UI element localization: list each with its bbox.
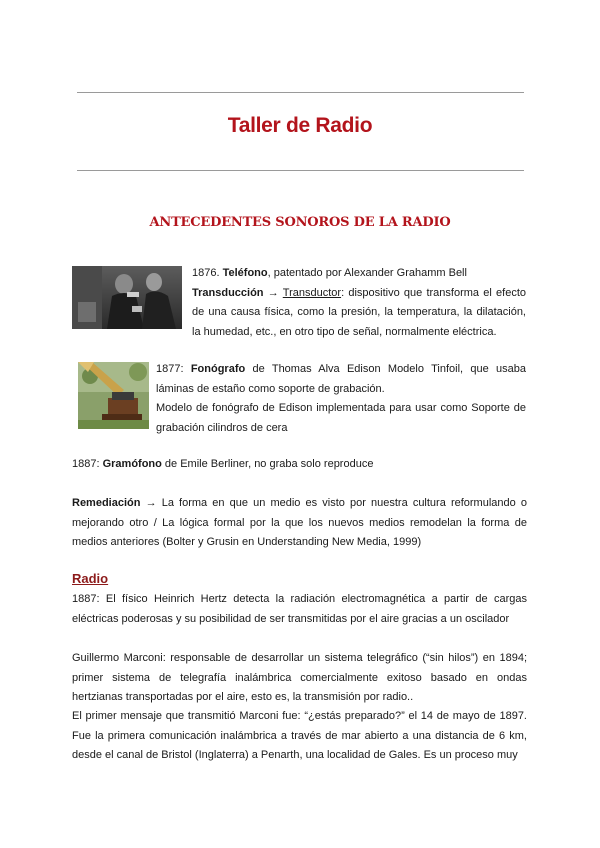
telefono-year: 1876. [192, 267, 223, 279]
fonografo-photo [78, 362, 149, 429]
gramofono-year: 1887: [72, 458, 103, 470]
arrow-icon: → [263, 286, 283, 299]
section-title: ANTECEDENTES SONOROS DE LA RADIO [149, 215, 451, 230]
telefono-photo [72, 266, 182, 329]
fonografo-line2: Modelo de fonógrafo de Edison implementada para usar como Soporte de grabación cilindros de cera [156, 402, 526, 434]
hertz-paragraph: 1887: El físico Heinrich Hertz detecta la radiación electromagnética a partir de cargas eléctricas poderosas y su posibilidad de ser transmitidas por el aire gracias a un oscilador [72, 593, 527, 625]
page-title: Taller de Radio [227, 114, 373, 137]
remediacion-paragraph [72, 494, 527, 553]
fonografo-rest: de Thomas Alva Edison Modelo Tinfoil, que usaba láminas de estaño como soporte de grabación. [156, 363, 526, 395]
transductor-definition: : dispositivo que transforma el efecto de una causa física, como la presión, la temperatura, la dilatación, la humedad, etc., en otro tipo de señal, normalmente eléctrica. [192, 286, 526, 338]
fonografo-year: 1877: [156, 363, 191, 375]
radio-heading: Radio [72, 571, 109, 586]
transduccion-term: Transducción [192, 286, 264, 299]
gramofono-paragraph [72, 455, 527, 475]
mensaje-paragraph: El primer mensaje que transmitió Marconi fue: “¿estás preparado?” el 14 de mayo de 1897. Fue la primera comunicación inalámbrica a través de mar abierto a una distancia de 6 km, desde el canal de Bristol (Inglaterra) a Penarth, una localidad de Gales. Es un proceso muy [72, 710, 527, 761]
top-rule [77, 92, 524, 93]
remediacion-term: Remediación [72, 497, 141, 509]
telefono-paragraph [192, 264, 526, 342]
gramofono-rest: de Emile Berliner, no graba solo reproduce [161, 458, 374, 470]
telefono-rest: , patentado por Alexander Grahamm Bell [267, 267, 467, 279]
fonografo-paragraph [156, 360, 526, 438]
telefono-name: Teléfono [222, 267, 268, 279]
title-rule [77, 170, 524, 171]
gramofono-name: Gramófono [102, 458, 162, 470]
marconi-paragraph: Guillermo Marconi: responsable de desarrollar un sistema telegráfico (“sin hilos”) en 1894; primer sistema de telegrafía inalámbrica comercialmente exitoso basado en ondas hertzianas transportadas por el aire, esto es, la transmisión por radio.. [72, 652, 527, 703]
fonografo-name: Fonógrafo [190, 363, 246, 375]
remediacion-text: → La forma en que un medio es visto por nuestra cultura reformulando o mejorando otro / La lógica formal por la que los nuevos medios remodelan la forma de medios anteriores (Bolter y Grusin en Understanding New Media, 1999) [72, 497, 527, 548]
transductor-term: Transductor [282, 286, 342, 299]
